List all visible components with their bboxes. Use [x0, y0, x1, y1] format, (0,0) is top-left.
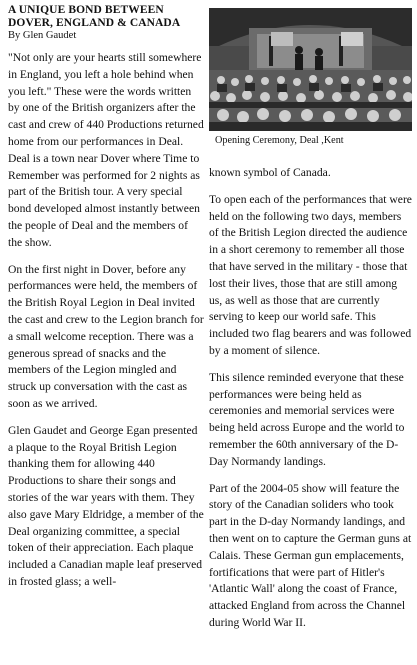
body-paragraph: This silence reminded everyone that these performances were being held as ceremonies and memorial services were being held across Europe and the world to remember the 60th anniversary of the D-Day Normandy landings.	[209, 370, 405, 468]
article-headline	[8, 4, 204, 29]
body-paragraph: To open each of the performances that were held on the following two days, members of the British Legion directed the audience in a short ceremony to remember all those that have served in the military - those that lost their lives, those that are still among us, as well as those that are currently serving to keep our world safe. This included two flag bearers and was followed by a moment of silence.	[209, 192, 412, 357]
body-paragraph: Glen Gaudet and George Egan presented a plaque to the Royal British Legion thanking them for allowing 440 Productions to share their songs and stories of the war years with them. They also gave Mary Eldridge, a member of the Deal organizing committee, a special token of their appreciation. Each plaque included a Canadian maple leaf preserved in frosted glass; a well-	[8, 423, 204, 588]
headline-line-2: DOVER, ENGLAND & CANADA	[8, 16, 181, 29]
photo-illustration	[209, 8, 412, 131]
photo-caption: Opening Ceremony, Deal ,Kent	[215, 135, 344, 146]
right-column	[209, 0, 412, 642]
headline-line-1: A UNIQUE BOND BETWEEN	[8, 4, 164, 16]
left-column	[8, 0, 204, 601]
body-paragraph: "Not only are your hearts still somewhere in England, you left a hole behind when you left." These were the words written by one of the British organizers after the cast and crew of 440 Productions returned home from our performances in Deal. Deal is a town near Dover where Time to Remember was performed for 2 nights as part of the British tour. A very special bond developed almost instantly between the people of Deal and the members of the show.	[8, 51, 204, 249]
body-paragraph: known symbol of Canada.	[209, 166, 331, 179]
ceremony-photo	[209, 8, 412, 131]
body-paragraph: Part of the 2004-05 show will feature the story of the Canadian soliders who took part in the D-day Normandy landings, and then went on to capture the German guns at Calais. These German gun emplacements, fortifications that were part of Hitler's 'Atlantic Wall' along the coast of France, attacked England from across the Channel during World War II.	[209, 481, 412, 629]
body-paragraph: On the first night in Dover, before any performances were held, the members of the British Royal Legion in Deal invited the cast and crew to the Legion branch for a small welcome reception. There was a generous spread of snacks and the members of the Legion mingled and struck up conversation with the cast as soon as we arrived.	[8, 262, 204, 410]
article-byline: By Glen Gaudet	[8, 30, 77, 41]
